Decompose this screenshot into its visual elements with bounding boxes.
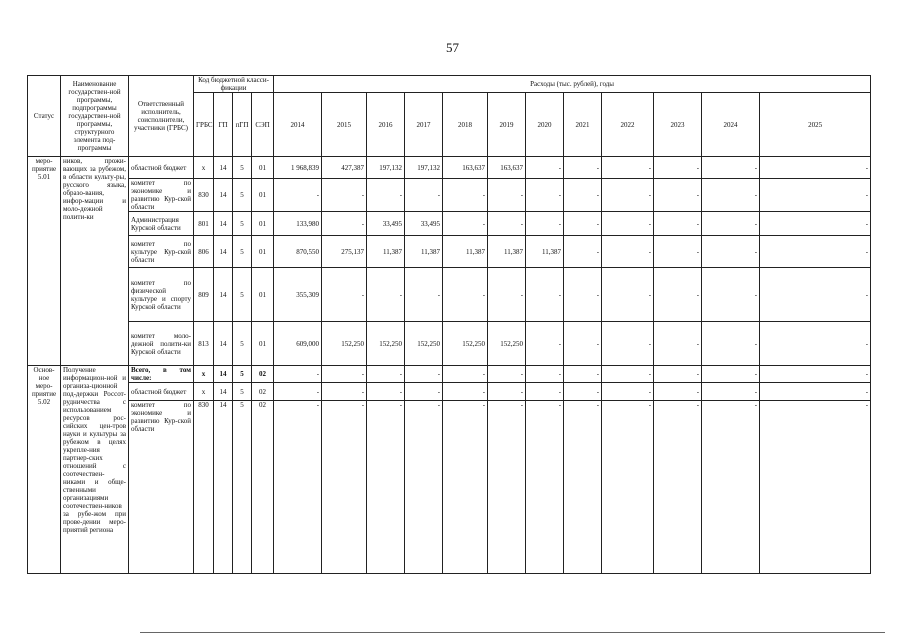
code-grbs-cell: x — [194, 366, 214, 383]
code-gp-cell: 14 — [214, 401, 233, 574]
code-grbs-cell: 830 — [194, 401, 214, 574]
code-pgp-cell: 5 — [233, 157, 252, 179]
code-pgp-cell: 5 — [233, 322, 252, 366]
expense-value-cell: - — [405, 383, 443, 401]
code-gp-cell: 14 — [214, 236, 233, 268]
expense-value-cell: - — [702, 236, 760, 268]
expense-value-cell: 275,137 — [322, 236, 367, 268]
expense-value-cell: 152,250 — [443, 322, 488, 366]
responsible-cell: комитет моло-дежной полити-ки Курской области — [129, 322, 194, 366]
expense-value-cell: 609,000 — [274, 322, 322, 366]
header-year: 2024 — [702, 93, 760, 157]
expense-value-cell: - — [488, 268, 526, 322]
expense-value-cell: - — [564, 366, 602, 383]
expense-value-cell: - — [405, 366, 443, 383]
status-cell: Основ-ное меро-приятие 5.02 — [28, 366, 61, 574]
expense-value-cell: - — [443, 366, 488, 383]
code-grbs-cell: 809 — [194, 268, 214, 322]
expense-value-cell: - — [322, 212, 367, 236]
expense-value-cell: 152,250 — [405, 322, 443, 366]
expense-value-cell: - — [760, 212, 871, 236]
expense-value-cell: - — [526, 157, 564, 179]
table-row — [28, 383, 871, 401]
expense-value-cell: - — [405, 268, 443, 322]
expense-value-cell: - — [367, 383, 405, 401]
expense-value-cell: 355,309 — [274, 268, 322, 322]
code-pgp-cell: 5 — [233, 236, 252, 268]
code-sep-cell: 02 — [252, 401, 274, 574]
expense-value-cell: 11,387 — [405, 236, 443, 268]
expense-value-cell: - — [274, 179, 322, 212]
expense-value-cell: - — [654, 157, 702, 179]
table-row — [28, 179, 871, 212]
expense-value-cell: - — [602, 401, 654, 574]
expense-value-cell: 11,387 — [526, 236, 564, 268]
expense-value-cell: - — [488, 179, 526, 212]
expense-value-cell: - — [654, 383, 702, 401]
responsible-cell: комитет по экономике и развитию Кур-ской области — [129, 401, 194, 574]
responsible-cell: комитет по культуре Кур-ской области — [129, 236, 194, 268]
header-code-group: Код бюджетной класси-фикации — [194, 76, 274, 93]
header-year: 2019 — [488, 93, 526, 157]
expense-value-cell: - — [443, 401, 488, 574]
expense-value-cell: - — [322, 383, 367, 401]
table-row — [28, 157, 871, 179]
expense-value-cell: - — [405, 179, 443, 212]
code-pgp-cell: 5 — [233, 366, 252, 383]
expense-value-cell: - — [443, 268, 488, 322]
status-cell: меро-приятие 5.01 — [28, 157, 61, 366]
expense-value-cell: - — [654, 236, 702, 268]
code-pgp-cell: 5 — [233, 383, 252, 401]
table-row — [28, 401, 871, 574]
expense-value-cell: - — [564, 157, 602, 179]
expense-value-cell: - — [654, 322, 702, 366]
table-row — [28, 236, 871, 268]
expense-value-cell: - — [526, 322, 564, 366]
responsible-cell: областной бюджет — [129, 157, 194, 179]
expense-value-cell: - — [564, 322, 602, 366]
expense-value-cell: - — [564, 401, 602, 574]
expense-value-cell: - — [602, 157, 654, 179]
expense-value-cell: - — [702, 268, 760, 322]
code-grbs-cell: 813 — [194, 322, 214, 366]
code-gp-cell: 14 — [214, 157, 233, 179]
expense-value-cell: - — [274, 383, 322, 401]
expense-value-cell: - — [443, 212, 488, 236]
expense-value-cell: - — [526, 212, 564, 236]
expense-value-cell: 197,132 — [405, 157, 443, 179]
expense-value-cell: - — [564, 268, 602, 322]
code-pgp-cell: 5 — [233, 401, 252, 574]
expense-value-cell: - — [367, 401, 405, 574]
expense-value-cell: - — [602, 212, 654, 236]
expense-value-cell: - — [405, 401, 443, 574]
expense-value-cell: - — [654, 401, 702, 574]
program-name-cell: ников, прожи-вающих за рубежом, в области культу-ры, русского языка, образо-вания, инфор-мации и моло-дежной полити-ки — [61, 157, 129, 366]
code-sep-cell: 01 — [252, 179, 274, 212]
header-responsible: Ответственный исполнитель, соисполнители, участники (ГРБС) — [129, 76, 194, 157]
expense-value-cell: - — [654, 179, 702, 212]
expense-value-cell: - — [602, 383, 654, 401]
header-code-sep: СЭП — [252, 93, 274, 157]
expense-value-cell: - — [654, 212, 702, 236]
header-name: Наименование государствен-ной программы, подпрограммы государствен-ной программы, структурного элемента под-программы — [61, 76, 129, 157]
expense-value-cell: - — [702, 157, 760, 179]
header-code-pgp: пГП — [233, 93, 252, 157]
expense-value-cell: - — [602, 179, 654, 212]
header-year: 2020 — [526, 93, 564, 157]
expense-value-cell: - — [702, 401, 760, 574]
responsible-cell: комитет по экономике и развитию Кур-ской области — [129, 179, 194, 212]
expense-value-cell: - — [760, 236, 871, 268]
expense-value-cell: - — [526, 401, 564, 574]
expense-value-cell: - — [488, 401, 526, 574]
code-gp-cell: 14 — [214, 383, 233, 401]
expense-value-cell: 152,250 — [322, 322, 367, 366]
code-sep-cell: 01 — [252, 212, 274, 236]
header-year: 2016 — [367, 93, 405, 157]
responsible-cell: областной бюджет — [129, 383, 194, 401]
header-year: 2025 — [760, 93, 871, 157]
table-row — [28, 212, 871, 236]
header-year: 2014 — [274, 93, 322, 157]
code-pgp-cell: 5 — [233, 179, 252, 212]
expense-value-cell: - — [564, 179, 602, 212]
code-grbs-cell: 801 — [194, 212, 214, 236]
expense-value-cell: - — [654, 366, 702, 383]
code-pgp-cell: 5 — [233, 212, 252, 236]
page-number: 57 — [446, 40, 459, 55]
expense-value-cell: - — [602, 322, 654, 366]
expense-value-cell: - — [564, 236, 602, 268]
code-sep-cell: 02 — [252, 366, 274, 383]
header-year: 2015 — [322, 93, 367, 157]
header-year: 2018 — [443, 93, 488, 157]
budget-table — [27, 75, 871, 574]
expense-value-cell: 163,637 — [443, 157, 488, 179]
expense-value-cell: - — [274, 401, 322, 574]
expense-value-cell: - — [322, 401, 367, 574]
header-code-grbs: ГРБС — [194, 93, 214, 157]
expense-value-cell: 11,387 — [367, 236, 405, 268]
expense-value-cell: 427,387 — [322, 157, 367, 179]
responsible-cell: Администрация Курской области — [129, 212, 194, 236]
code-sep-cell: 01 — [252, 268, 274, 322]
expense-value-cell: 33,495 — [367, 212, 405, 236]
expense-value-cell: - — [322, 366, 367, 383]
expense-value-cell: - — [274, 366, 322, 383]
expense-value-cell: 163,637 — [488, 157, 526, 179]
program-name-cell: Получение информацион-ной и организа-ционной под-держки Россот-рудничества с использованием ресурсов рос-сийских цен-тров науки и культуры за рубежом в целях укрепле-ния партнер-ских отношений с соотечествен-никами и обще-ственными организациями соотечествен-ников за рубе-жом при прове-дении меро-приятий региона — [61, 366, 129, 574]
expense-value-cell: - — [760, 268, 871, 322]
expense-value-cell: 11,387 — [488, 236, 526, 268]
header-expenses-group: Расходы (тыс. рублей), годы — [274, 76, 871, 93]
code-gp-cell: 14 — [214, 212, 233, 236]
expense-value-cell: - — [602, 268, 654, 322]
code-gp-cell: 14 — [214, 366, 233, 383]
code-gp-cell: 14 — [214, 322, 233, 366]
header-code-gp: ГП — [214, 93, 233, 157]
table-row — [28, 322, 871, 366]
page-bottom-rule — [140, 632, 885, 633]
expense-value-cell: - — [702, 212, 760, 236]
code-grbs-cell: x — [194, 157, 214, 179]
expense-value-cell: - — [488, 366, 526, 383]
code-pgp-cell: 5 — [233, 268, 252, 322]
expense-value-cell: - — [760, 179, 871, 212]
header-year: 2023 — [654, 93, 702, 157]
responsible-cell: Всего, в том числе: — [129, 366, 194, 383]
expense-value-cell: 152,250 — [367, 322, 405, 366]
expense-value-cell: - — [702, 366, 760, 383]
expense-value-cell: 33,495 — [405, 212, 443, 236]
expense-value-cell: - — [526, 383, 564, 401]
expense-value-cell: - — [702, 179, 760, 212]
expense-value-cell: - — [526, 268, 564, 322]
expense-value-cell: - — [564, 212, 602, 236]
expense-value-cell: - — [367, 366, 405, 383]
expense-value-cell: - — [526, 366, 564, 383]
code-gp-cell: 14 — [214, 179, 233, 212]
expense-value-cell: - — [702, 322, 760, 366]
expense-value-cell: - — [654, 268, 702, 322]
code-sep-cell: 01 — [252, 322, 274, 366]
expense-value-cell: - — [443, 179, 488, 212]
expense-value-cell: - — [760, 322, 871, 366]
expense-value-cell: 152,250 — [488, 322, 526, 366]
expense-value-cell: - — [702, 383, 760, 401]
expense-value-cell: - — [760, 383, 871, 401]
header-year: 2021 — [564, 93, 602, 157]
expense-value-cell: - — [760, 366, 871, 383]
code-grbs-cell: x — [194, 383, 214, 401]
header-year: 2017 — [405, 93, 443, 157]
expense-value-cell: - — [526, 179, 564, 212]
expense-value-cell: 1 968,839 — [274, 157, 322, 179]
header-status: Статус — [28, 76, 61, 157]
code-grbs-cell: 830 — [194, 179, 214, 212]
code-sep-cell: 01 — [252, 157, 274, 179]
expense-value-cell: 133,980 — [274, 212, 322, 236]
expense-value-cell: - — [322, 268, 367, 322]
expense-value-cell: - — [367, 268, 405, 322]
code-sep-cell: 02 — [252, 383, 274, 401]
table-row — [28, 268, 871, 322]
expense-value-cell: - — [322, 179, 367, 212]
expense-value-cell: - — [488, 212, 526, 236]
responsible-cell: комитет по физической культуре и спорту Курской области — [129, 268, 194, 322]
code-gp-cell: 14 — [214, 268, 233, 322]
expense-value-cell: 11,387 — [443, 236, 488, 268]
expense-value-cell: 197,132 — [367, 157, 405, 179]
code-grbs-cell: 806 — [194, 236, 214, 268]
expense-value-cell: - — [760, 157, 871, 179]
expense-value-cell: - — [488, 383, 526, 401]
header-year: 2022 — [602, 93, 654, 157]
expense-value-cell: - — [564, 383, 602, 401]
code-sep-cell: 01 — [252, 236, 274, 268]
expense-value-cell: - — [602, 366, 654, 383]
table-row — [28, 366, 871, 383]
expense-value-cell: - — [443, 383, 488, 401]
expense-value-cell: 870,550 — [274, 236, 322, 268]
expense-value-cell: - — [367, 179, 405, 212]
expense-value-cell: - — [760, 401, 871, 574]
budget-table-body — [28, 157, 871, 574]
expense-value-cell: - — [602, 236, 654, 268]
